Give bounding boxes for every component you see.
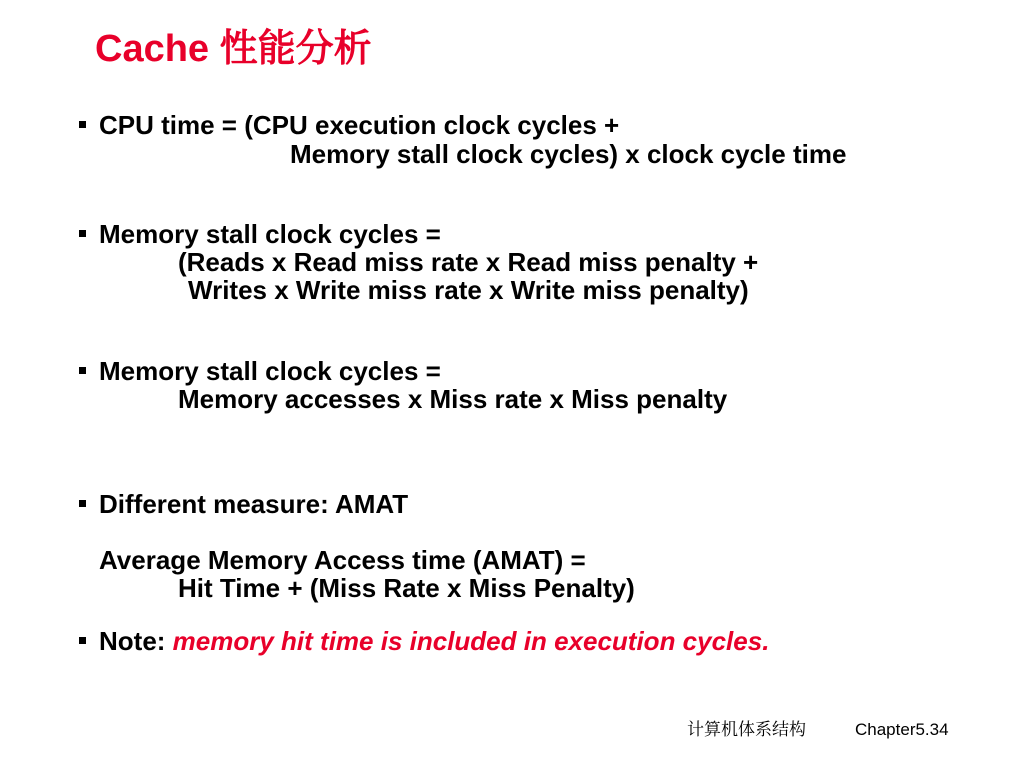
- memory-stall-formula-line-2: (Reads x Read miss rate x Read miss penalty +: [178, 247, 759, 277]
- bullet-marker: [79, 500, 86, 507]
- amat-formula-line-2: Hit Time + (Miss Rate x Miss Penalty): [178, 573, 635, 603]
- memory-stall-simplified-line-1: Memory stall clock cycles =: [99, 356, 441, 386]
- memory-stall-formula-line-1: Memory stall clock cycles =: [99, 219, 441, 249]
- cpu-time-formula-line-1: CPU time = (CPU execution clock cycles +: [99, 110, 620, 140]
- bullet-marker: [79, 230, 86, 237]
- bullet-marker: [79, 637, 86, 644]
- memory-stall-simplified-line-2: Memory accesses x Miss rate x Miss penalty: [178, 384, 728, 414]
- note-line: [99, 626, 769, 656]
- memory-stall-formula-line-3: Writes x Write miss rate x Write miss penalty): [188, 275, 749, 305]
- bullet-marker: [79, 121, 86, 128]
- amat-heading: Different measure: AMAT: [99, 489, 409, 519]
- note-label: Note:: [99, 626, 166, 656]
- bullet-marker: [79, 367, 86, 374]
- amat-formula-line-1: Average Memory Access time (AMAT) =: [99, 545, 586, 575]
- cpu-time-formula-line-2: Memory stall clock cycles) x clock cycle time: [290, 139, 847, 169]
- note-emphasis: memory hit time is included in execution cycles.: [172, 626, 770, 656]
- footer-page-number: Chapter5.34: [855, 720, 949, 739]
- slide-title: Cache 性能分析: [95, 28, 372, 70]
- footer-course-title: 计算机体系结构: [687, 720, 806, 739]
